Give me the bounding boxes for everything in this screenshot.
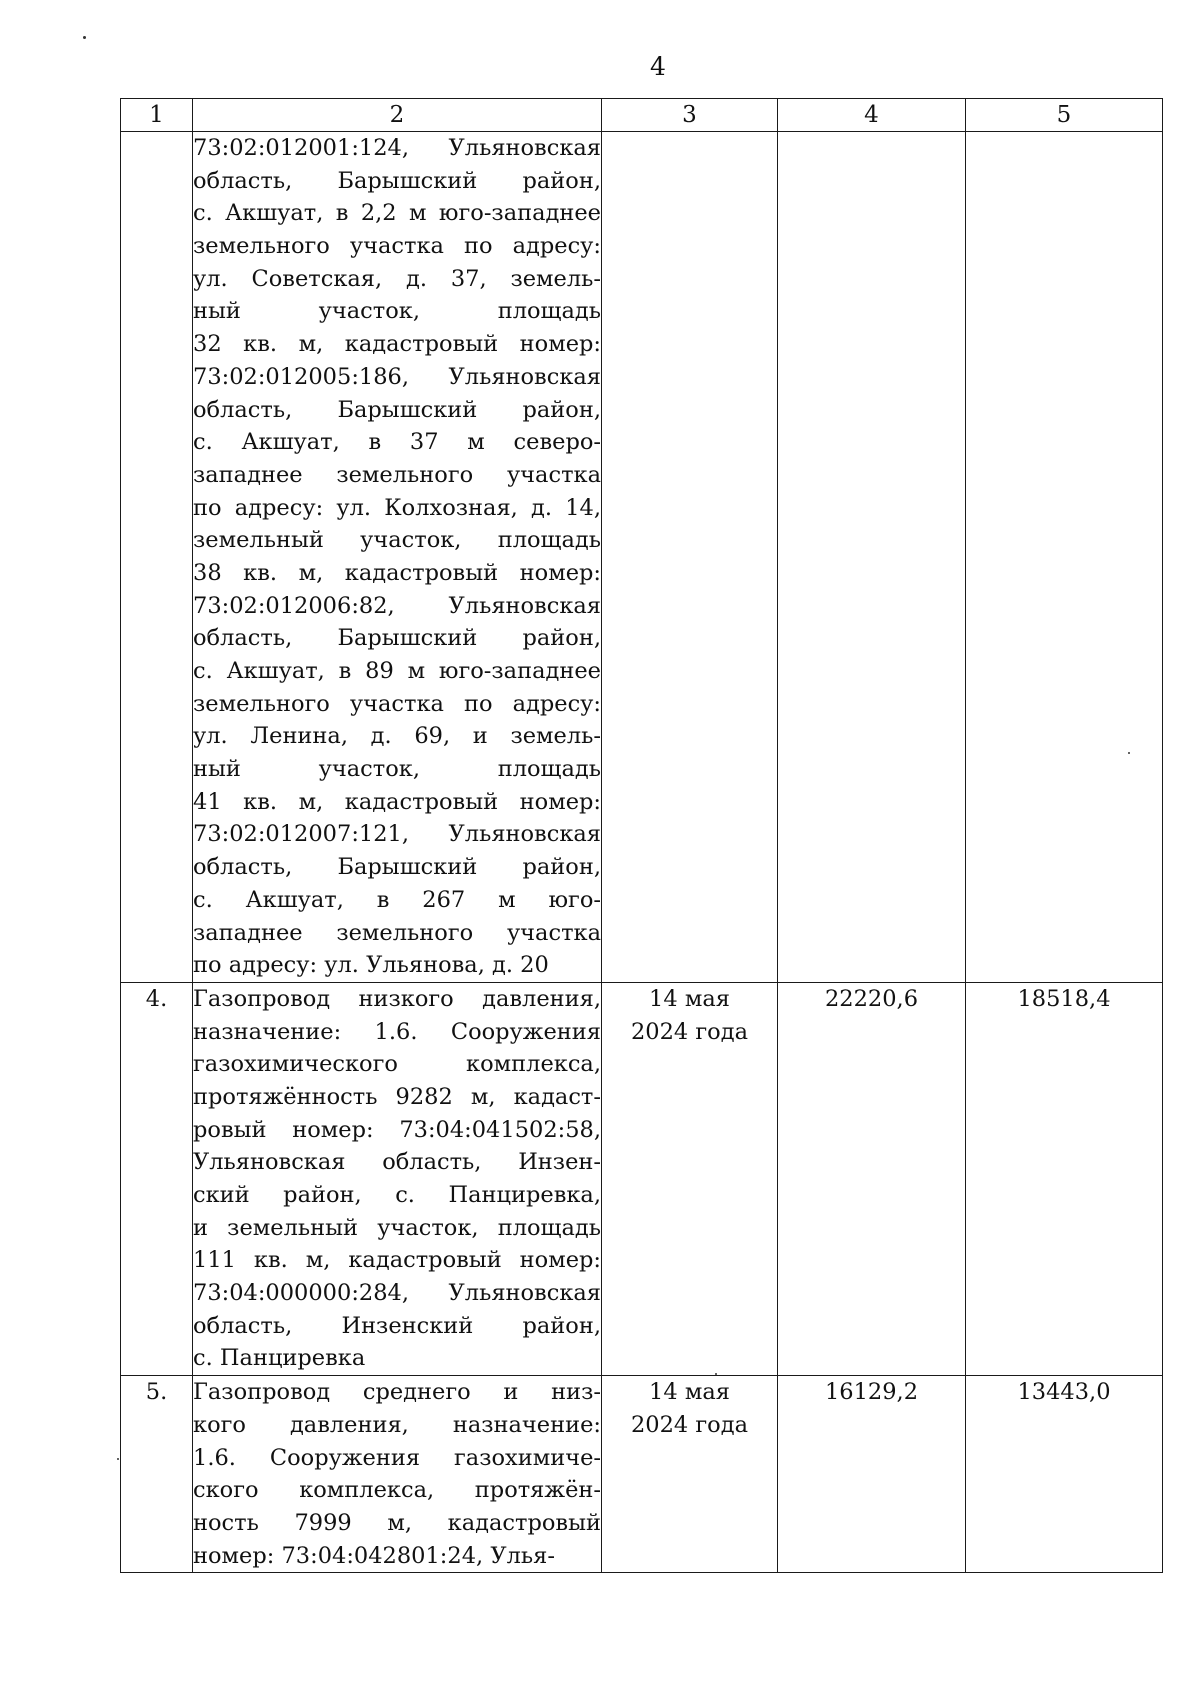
description-line: 1.6. Сооружения газохимиче- [193,1444,601,1471]
date-line: 14 мая [649,985,730,1012]
description-line: 38 кв. м, кадастровый номер: [193,559,601,586]
description-line: западнее земельного участка [193,919,601,946]
description-line: ский район, с. Панциревка, [193,1182,601,1208]
table-row [121,132,1163,983]
description-line: кого давления, назначение: [193,1411,601,1438]
description-line: ный участок, площадь [193,298,601,325]
description-line: ул. Советская, д. 37, земель- [193,265,601,292]
description-line: с. Акшуат, в 2,2 м юго-западнее [193,200,601,227]
description-line: по адресу: ул. Ульянова, д. 20 [193,952,549,979]
description-line: область, Барышский район, [193,167,601,194]
description-line: газохимического комплекса, [193,1051,601,1078]
description-line: земельного участка по адресу: [193,233,601,260]
description-line: 73:02:012005:186, Ульяновская [193,363,601,390]
value-col4: 16129,2 [778,1376,966,1573]
value-col5: 18518,4 [966,982,1163,1375]
date-line: 2024 года [630,1411,748,1438]
description-line: ского комплекса, протяжён- [193,1477,601,1504]
description-line: 32 кв. м, кадастровый номер: [193,331,601,358]
column-header: 1 [121,99,193,132]
table-header-row [121,99,1163,132]
page-number: 4 [650,52,666,81]
description-line: по адресу: ул. Колхозная, д. 14, [193,494,601,521]
description-line: область, Барышский район, [193,854,601,881]
date-cell [602,982,778,1375]
description-line: область, Барышский район, [193,396,601,423]
value-col5 [966,132,1163,983]
document-table [120,98,1163,1573]
table-row [121,1376,1163,1573]
table-row [121,982,1163,1375]
date-cell [602,1376,778,1573]
description-line: ный участок, площадь [193,756,601,783]
description-line: область, Барышский район, [193,625,601,652]
value-col5: 13443,0 [966,1376,1163,1573]
description-line: 73:04:000000:284, Ульяновская [193,1280,601,1307]
description-line: 73:02:012001:124, Ульяновская [193,135,601,161]
description-line: Газопровод среднего и низ- [193,1379,601,1406]
description-line: и земельный участок, площадь [193,1214,601,1241]
description-line: 73:02:012006:82, Ульяновская [193,592,601,619]
description-line: Газопровод низкого давления, [193,985,601,1012]
description-line: Ульяновская область, Инзен- [193,1149,601,1176]
description-line: протяжённость 9282 м, кадаст- [193,1083,601,1110]
object-description [193,982,602,1375]
description-line: западнее земельного участка [193,461,601,488]
scan-speck [1128,752,1130,754]
object-description [193,132,602,983]
row-number: 5. [121,1376,193,1573]
description-line: ровый номер: 73:04:041502:58, [193,1116,601,1143]
value-col4 [778,132,966,983]
row-number: 4. [121,982,193,1375]
description-line: назначение: 1.6. Сооружения [193,1018,601,1045]
scan-speck [83,36,86,39]
description-line: ул. Ленина, д. 69, и земель- [193,723,601,750]
description-line: с. Акшуат, в 267 м юго- [193,886,601,913]
description-line: земельный участок, площадь [193,527,601,554]
column-header: 5 [966,99,1163,132]
description-line: с. Акшуат, в 89 м юго-западнее [193,658,601,684]
row-number [121,132,193,983]
date-line: 2024 года [630,1018,748,1045]
column-header: 2 [193,99,602,132]
description-line: номер: 73:04:042801:24, Улья- [193,1542,555,1569]
description-line: 111 кв. м, кадастровый номер: [193,1247,601,1274]
date-cell [602,132,778,983]
column-header: 4 [778,99,966,132]
description-line: 73:02:012007:121, Ульяновская [193,821,601,848]
description-line: с. Панциревка [193,1345,366,1372]
description-line: область, Инзенский район, [193,1312,601,1339]
scan-speck [715,1373,717,1375]
object-description [193,1376,602,1573]
date-line: 14 мая [649,1379,730,1406]
description-line: земельного участка по адресу: [193,690,601,717]
description-line: ность 7999 м, кадастровый [193,1509,601,1536]
value-col4: 22220,6 [778,982,966,1375]
description-line: 41 кв. м, кадастровый номер: [193,788,601,815]
column-header: 3 [602,99,778,132]
scan-speck [117,1458,119,1460]
description-line: с. Акшуат, в 37 м северо- [193,429,601,456]
